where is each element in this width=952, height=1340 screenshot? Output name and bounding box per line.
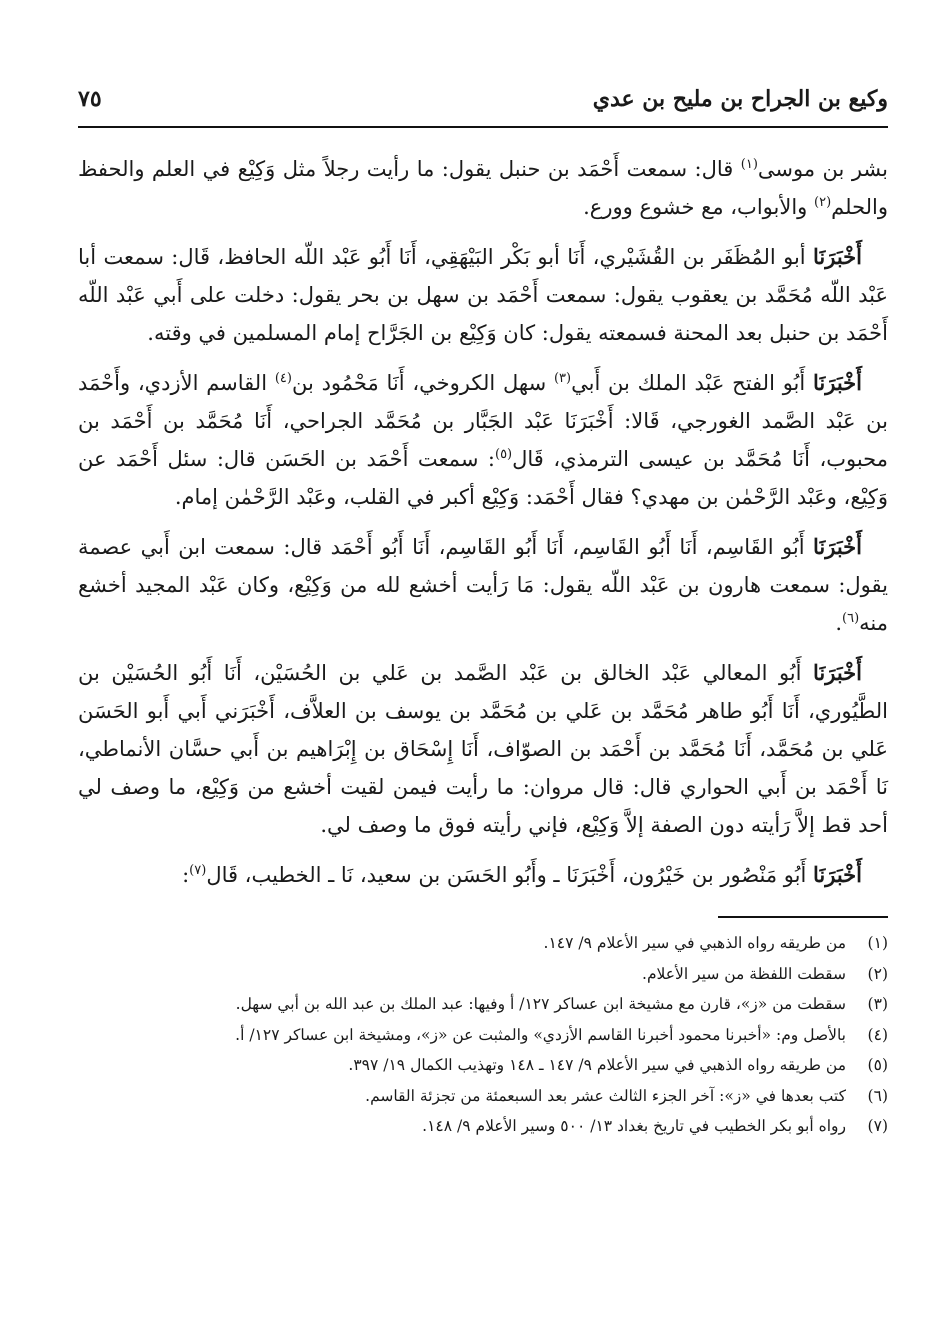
footnote-ref-2[interactable]: (٢) — [814, 195, 832, 210]
lead-word: أَخْبَرَنَا — [813, 862, 862, 887]
footnote-separator — [718, 916, 888, 918]
page-number: ٧٥ — [78, 86, 102, 112]
running-title: وكيع بن الجراح بن مليح بن عدي — [592, 86, 888, 112]
footnote-6: (٦) كتب بعدها في «ز»: آخر الجزء الثالث عشر بعد السبعمئة من تجزئة القاسم. — [365, 1086, 888, 1105]
lead-word: أَخْبَرَنَا — [813, 244, 862, 269]
footnote-3: (٣) سقطت من «ز»، قارن مع مشيخة ابن عساكر ١٢٧/ أ وفيها: عبد الملك بن عبد الله بن أبي سهل. — [235, 995, 888, 1013]
footnotes — [78, 928, 888, 1142]
paragraph-6: أَخْبَرَنَا أَبُو مَنْصُور بن خَيْرُون، أَخْبَرَنَا ـ وأَبُو الحَسَن بن سعيد، نَا ـ الخطيب، قَال$^{(٧)}$: — [182, 862, 862, 887]
footnote-2: (٢) سقطت اللفظة من سير الأعلام. — [642, 964, 888, 983]
lead-word: أَخْبَرَنَا — [813, 534, 862, 559]
footnote-1: (١) من طريقه رواه الذهبي في سير الأعلام ٩/ ١٤٧. — [543, 934, 888, 952]
paragraph-1: بشر بن موسى$^{(١)}$ قال: سمعت أَحْمَد بن حنبل يقول: ما رأيت رجلاً مثل وَكِيْع في العلم والحفظ والحلم$^{(٢)}$ والأبواب، مع خشوع وورع. — [78, 157, 888, 219]
footnote-ref-6[interactable]: (٦) — [842, 611, 860, 626]
book-page — [78, 70, 888, 1142]
paragraph-3: أَخْبَرَنَا أَبُو الفتح عَبْد الملك بن أَبي$^{(٣)}$ سهل الكروخي، أَنَا مَحْمُود بن$^{(٤)}$ القاسم الأزدي، وأَحْمَد بن عَبْد الصَّمد الغورجي، قَالا: أَخْبَرَنَا عَبْد الجَبَّار بن مُحَمَّد الجراحي، أَنَا مُحَمَّد بن أَحْمَد بن محبوب، أَنَا مُحَمَّد بن عيسى الترمذي، قَال$^{(٥)}$: سمعت أَحْمَد بن الحَسَن قال: سئل أَحْمَد عن وَكِيْع، وعَبْد الرَّحْمٰن بن مهدي؟ فقال أَحْمَد: وَكِيْع أكبر في القلب، وعَبْد الرَّحْمٰن إمام. — [78, 370, 888, 509]
footnote-ref-7[interactable]: (٧) — [189, 863, 207, 878]
lead-word: أَخْبَرَنَا — [813, 370, 862, 395]
paragraph-4: أَخْبَرَنَا أَبُو القَاسِم، أَنَا أَبُو القَاسِم، أَنَا أَبُو القَاسِم، أَنَا أَبُو أَحْمَد قال: سمعت ابن أَبي عصمة يقول: سمعت هارون بن عَبْد اللّه يقول: مَا رَأيت أخشع لله من وَكِيْع، وكان عَبْد المجيد أخشع منه$^{(٦)}$. — [78, 534, 888, 635]
footnote-7: (٧) رواه أبو بكر الخطيب في تاريخ بغداد ١٣/ ٥٠٠ وسير الأعلام ٩/ ١٤٨. — [422, 1117, 888, 1135]
footnote-5: (٥) من طريقه رواه الذهبي في سير الأعلام ٩/ ١٤٧ ـ ١٤٨ وتهذيب الكمال ١٩/ ٣٩٧. — [348, 1056, 888, 1074]
lead-word: أَخْبَرَنَا — [813, 660, 862, 685]
paragraph-2: أَخْبَرَنَا أبو المُظَفَر بن القُشَيْري، أَنَا أبو بَكْر البَيْهَقِي، أَنَا أَبُو عَبْد اللّه الحافظ، قَال: سمعت أبا عَبْد اللّه مُحَمَّد بن يعقوب يقول: سمعت أَحْمَد بن سهل بن بحر يقول: دخلت على أَبي عَبْد اللّه أَحْمَد بن حنبل بعد المحنة فسمعته يقول: كان وَكِيْع بن الجَرَّاح إمام المسلمين في وقته. — [78, 244, 888, 345]
footnote-ref-3[interactable]: (٣) — [553, 371, 572, 386]
main-text — [78, 150, 888, 894]
footnote-ref-4[interactable]: (٤) — [274, 371, 292, 386]
footnote-4: (٤) بالأصل وم: «أخبرنا محمود أخبرنا القاسم الأزدي» والمثبت عن «ز»، ومشيخة ابن عساكر ١٢٧/ أ. — [235, 1025, 888, 1044]
paragraph-5: أَخْبَرَنَا أَبُو المعالي عَبْد الخالق بن عَبْد الصَّمد بن عَلي بن الحُسَيْن، أَنَا أَبُو الحُسَيْن بن الطَّيُوري، أَنَا أَبُو طاهر مُحَمَّد بن عَلي بن مُحَمَّد بن يوسف بن العلاَّف، أَخْبَرَني أَبي أَبو الحَسَن عَلي بن مُحَمَّد، أَنَا مُحَمَّد بن أَحْمَد بن الصوّاف، أَنَا إِسْحَاق بن إِبْرَاهيم بن أَبي حسَّان الأنماطي، نَا أَحْمَد بن أَبي الحواري قال: قال مروان: ما رأيت فيمن لقيت أخشع من وَكِيْع، ما وصف لي أحد قط إلاَّ رَأيته دون الصفة إلاَّ وَكِيْع، فإني رأيته فوق ما وصف لي. — [78, 660, 888, 837]
footnote-ref-5[interactable]: (٥) — [494, 447, 513, 462]
page-header — [78, 70, 888, 128]
footnote-ref-1[interactable]: (١) — [740, 157, 758, 172]
